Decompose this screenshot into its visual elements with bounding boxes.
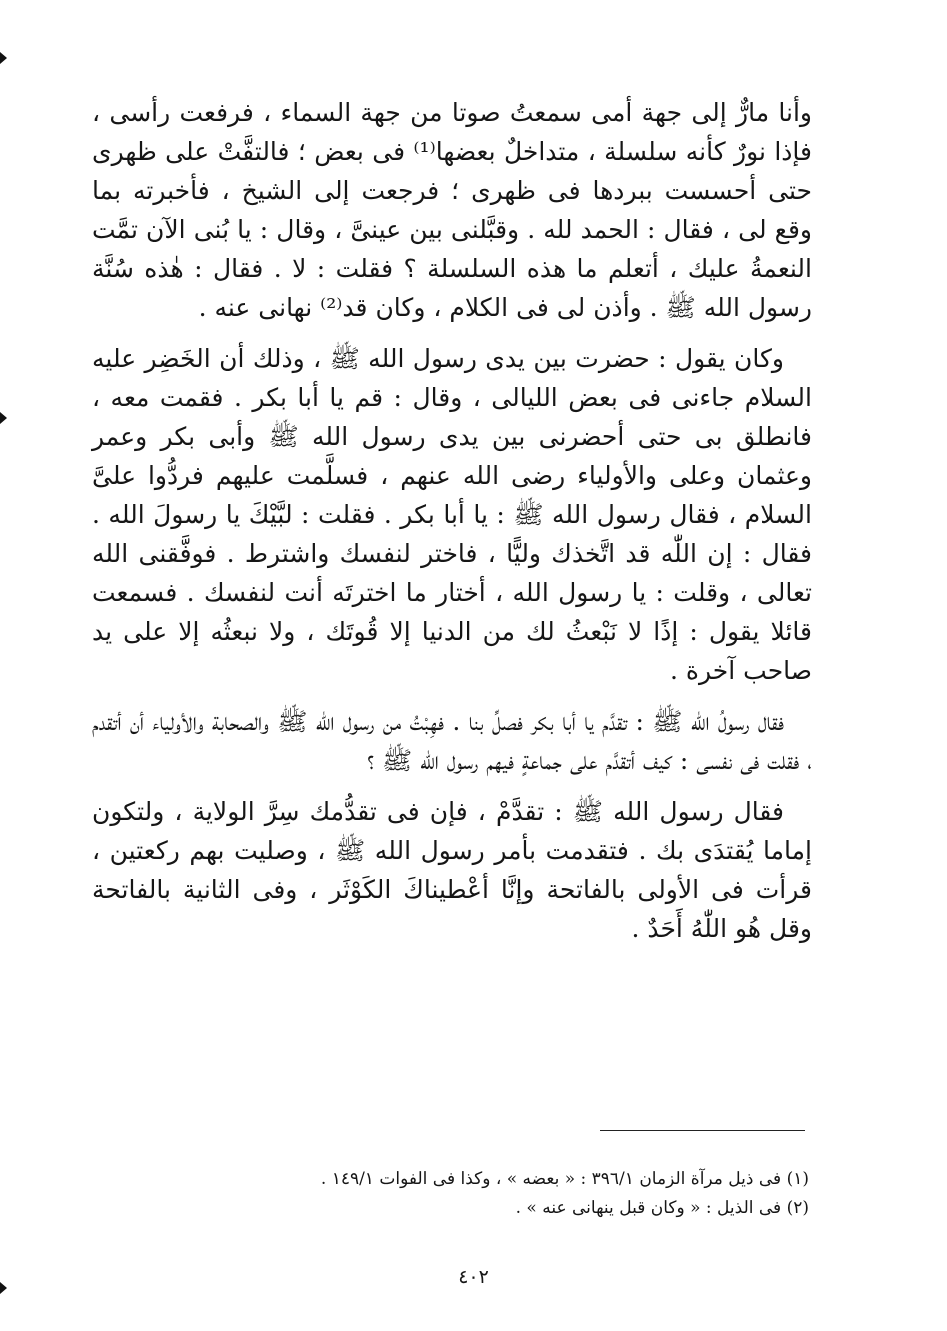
paragraph-1: وأنا مارٌّ إلى جهة أمى سمعتُ صوتا من جهة السماء ، فرفعت رأسى ، فإذا نورٌ كأنه سلسلة ، متداخلٌ بعضها⁽¹⁾ فى بعض ؛ فالتفَّتْ على ظهرى حتى أحسست ببردها فى ظهرى ؛ فرجعت إلى الشيخ ، فأخبرته بما وقع لى ، فقال : الحمد لله . وقبَّلنى بين عينىَّ ، وقال : يا بُنى الآن تمَّت النعمةُ عليك ، أتعلم ما هذه السلسلة ؟ فقلت : لا . فقال : هٰذه سُنَّة رسول الله ﷺ . وأذن لى فى الكلام ، وكان قد⁽²⁾ نهانى عنه . bbox=[92, 98, 812, 322]
scan-edge-mark-top bbox=[0, 52, 7, 64]
footnote-2: (٢) فى الذيل : « وكان قبل ينهانى عنه » . bbox=[515, 1198, 809, 1218]
paragraph-4: فقال رسول الله ﷺ : تقدَّمْ ، فإن فى تقدُّمك سِرَّ الولاية ، ولتكون إماما يُقتدَى بك . فتقدمت بأمر رسول الله ﷺ ، وصليت بهم ركعتين ، قرأت فى الأولى بالفاتحة وإنَّا أعْطيناكَ الكَوْثَر ، وفى الثانية بالفاتحة وقل هُو اللّٰهُ أَحَدٌ . bbox=[92, 797, 812, 943]
footnote-1: (١) فى ذيل مرآة الزمان ٣٩٦/١ : « بعضه » ، وكذا فى الفوات ١٤٩/١ . bbox=[320, 1169, 809, 1189]
page-number: ٤٠٢ bbox=[458, 1266, 489, 1288]
paragraph-2: وكان يقول : حضرت بين يدى رسول الله ﷺ ، وذلك أن الخَضِر عليه السلام جاءنى فى بعض الليالى ، وقال : قم يا أبا بكر . فقمت معه ، فانطلق بى حتى أحضرنى بين يدى رسول الله ﷺ وأبى بكر وعمر وعثمان وعلى والأولياء رضى الله عنهم ، فسلَّمت عليهم فردُّوا علىَّ السلام ، فقال رسول الله ﷺ : يا أبا بكر . فقلت : لبَّيْكَ يا رسولَ الله . فقال : إن اللّٰه قد اتَّخذك وليًّا ، فاختر لنفسك واشترط . فوفَّقنى الله تعالى ، وقلت : يا رسول الله ، أختار ما اخترتَه أنت لنفسك . فسمعت قائلا يقول : إذًا لا نَبْعثُ لك من الدنيا إلا قُوتَك ، ولا نبعثُه إلا على يد صاحب آخرة . bbox=[92, 344, 812, 685]
main-text bbox=[92, 93, 812, 960]
scan-edge-mark-middle bbox=[0, 412, 7, 424]
footnotes bbox=[92, 1165, 809, 1223]
footnote-divider bbox=[600, 1130, 805, 1131]
paragraph-3: فقال رسولُ الله ﷺ : تقدَّم يا أبا بكر فصلِّ بنا . فهِبْتُ من رسول الله ﷺ والصحابة والأولياء أن أتقدم ، فقلت فى نفسى : كيف أتقدَّم على جماعةٍ فيهم رسول الله ﷺ ؟ bbox=[92, 707, 812, 775]
